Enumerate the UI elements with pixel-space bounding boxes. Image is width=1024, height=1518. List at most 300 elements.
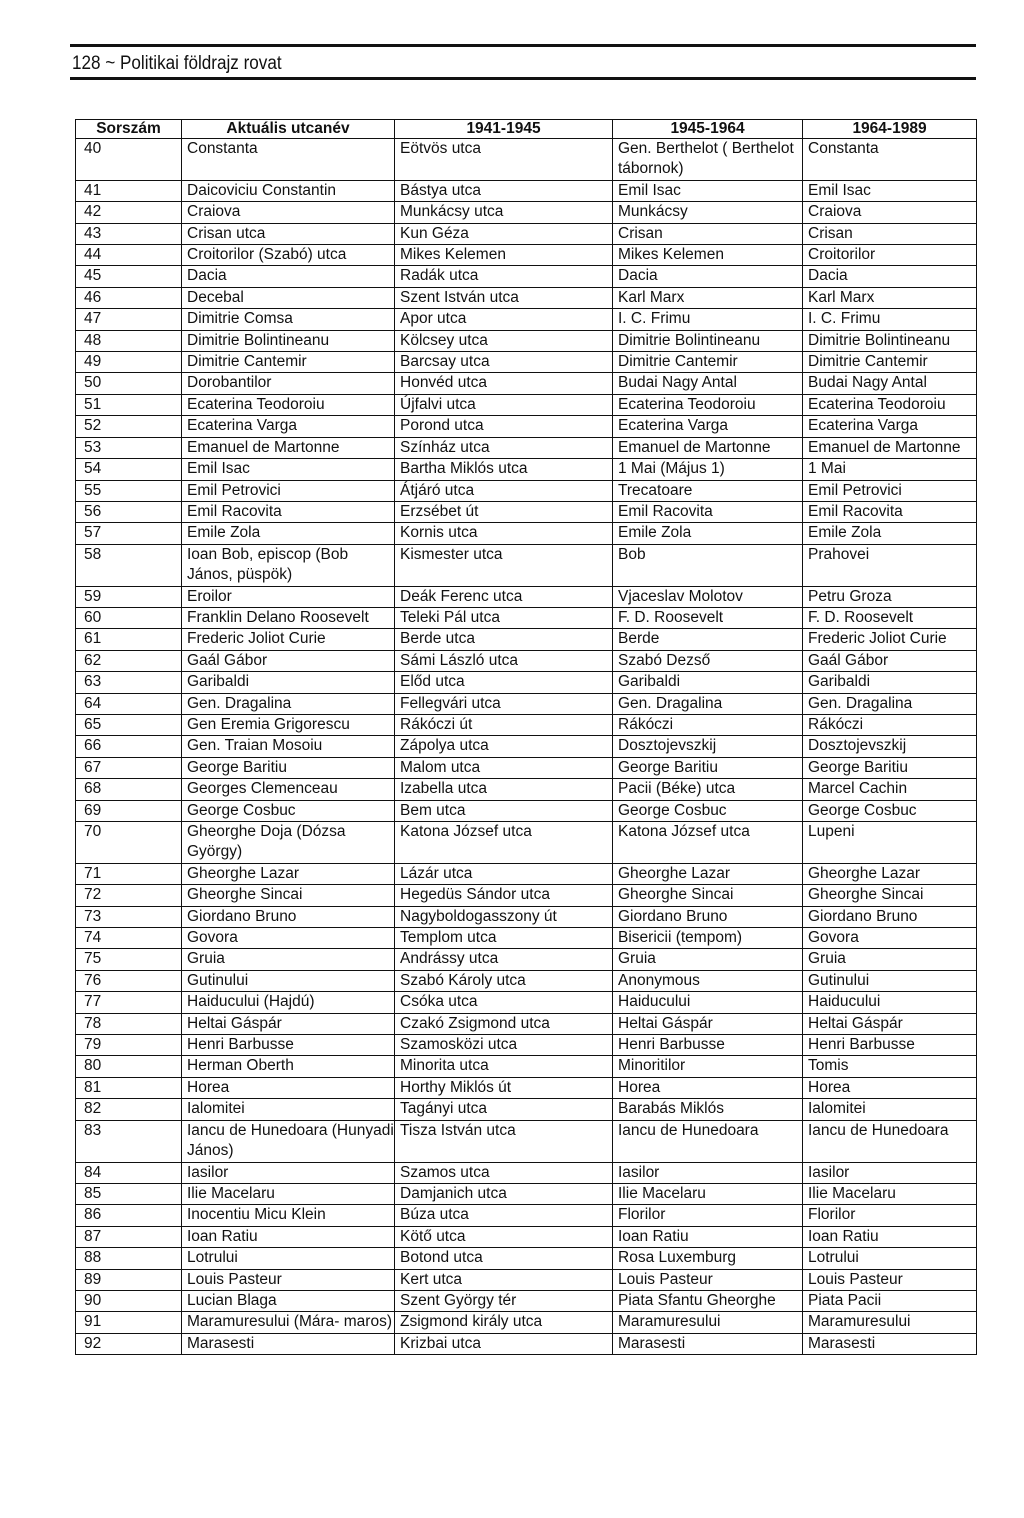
table-row	[76, 394, 977, 415]
table-row	[76, 672, 977, 693]
name-1941-1945: Kölcsey utca	[395, 330, 613, 351]
table-row	[76, 629, 977, 650]
name-1964-1989: Emil Isac	[803, 180, 977, 201]
table-row	[76, 437, 977, 458]
current-street-name: Ecaterina Varga	[182, 416, 395, 437]
table-row	[76, 906, 977, 927]
name-1964-1989: Ilie Macelaru	[803, 1183, 977, 1204]
row-number: 77	[76, 992, 182, 1013]
name-1964-1989: Craiova	[803, 202, 977, 223]
current-street-name: Constanta	[182, 139, 395, 181]
name-1964-1989: Iancu de Hunedoara	[803, 1120, 977, 1162]
table-row	[76, 607, 977, 628]
name-1945-1964: Gen. Dragalina	[613, 693, 803, 714]
current-street-name: Ecaterina Teodoroiu	[182, 394, 395, 415]
name-1941-1945: Berde utca	[395, 629, 613, 650]
name-1945-1964: Dosztojevszkij	[613, 736, 803, 757]
row-number: 52	[76, 416, 182, 437]
name-1941-1945: Kun Géza	[395, 223, 613, 244]
name-1945-1964: Gheorghe Sincai	[613, 885, 803, 906]
name-1941-1945: Kötő utca	[395, 1226, 613, 1247]
name-1964-1989: Giordano Bruno	[803, 906, 977, 927]
table-row	[76, 287, 977, 308]
name-1945-1964: Katona József utca	[613, 822, 803, 864]
name-1964-1989: Horea	[803, 1077, 977, 1098]
name-1945-1964: Emanuel de Martonne	[613, 437, 803, 458]
name-1964-1989: Heltai Gáspár	[803, 1013, 977, 1034]
name-1941-1945: Mikes Kelemen	[395, 245, 613, 266]
name-1945-1964: Emile Zola	[613, 523, 803, 544]
name-1945-1964: Bisericii (tempom)	[613, 928, 803, 949]
name-1964-1989: Petru Groza	[803, 586, 977, 607]
name-1964-1989: George Baritiu	[803, 757, 977, 778]
name-1964-1989: Gheorghe Sincai	[803, 885, 977, 906]
name-1941-1945: Czakó Zsigmond utca	[395, 1013, 613, 1034]
table-row	[76, 266, 977, 287]
table-row	[76, 1162, 977, 1183]
column-header: Sorszám	[76, 120, 182, 139]
name-1941-1945: Szamosközi utca	[395, 1035, 613, 1056]
current-street-name: Heltai Gáspár	[182, 1013, 395, 1034]
name-1964-1989: Louis Pasteur	[803, 1269, 977, 1290]
name-1964-1989: 1 Mai	[803, 459, 977, 480]
row-number: 91	[76, 1312, 182, 1333]
name-1964-1989: I. C. Frimu	[803, 309, 977, 330]
name-1945-1964: Dacia	[613, 266, 803, 287]
table-row	[76, 416, 977, 437]
name-1941-1945: Krizbai utca	[395, 1333, 613, 1354]
name-1964-1989: Ioan Ratiu	[803, 1226, 977, 1247]
name-1945-1964: Emil Racovita	[613, 501, 803, 522]
table-row	[76, 1120, 977, 1162]
row-number: 66	[76, 736, 182, 757]
name-1941-1945: Munkácsy utca	[395, 202, 613, 223]
name-1941-1945: Deák Ferenc utca	[395, 586, 613, 607]
name-1941-1945: Kornis utca	[395, 523, 613, 544]
current-street-name: Dimitrie Comsa	[182, 309, 395, 330]
name-1945-1964: Gen. Berthelot ( Berthelot tábornok)	[613, 139, 803, 181]
name-1945-1964: George Baritiu	[613, 757, 803, 778]
column-header: Aktuális utcanév	[182, 120, 395, 139]
current-street-name: Govora	[182, 928, 395, 949]
row-number: 49	[76, 352, 182, 373]
table-row	[76, 757, 977, 778]
current-street-name: Ilie Macelaru	[182, 1183, 395, 1204]
table-row	[76, 1183, 977, 1204]
row-number: 60	[76, 607, 182, 628]
name-1941-1945: Búza utca	[395, 1205, 613, 1226]
current-street-name: Giordano Bruno	[182, 906, 395, 927]
table-row	[76, 928, 977, 949]
current-street-name: Maramuresului (Mára- maros)	[182, 1312, 395, 1333]
name-1945-1964: F. D. Roosevelt	[613, 607, 803, 628]
name-1945-1964: Florilor	[613, 1205, 803, 1226]
row-number: 63	[76, 672, 182, 693]
name-1945-1964: 1 Mai (Május 1)	[613, 459, 803, 480]
name-1945-1964: Trecatoare	[613, 480, 803, 501]
current-street-name: Louis Pasteur	[182, 1269, 395, 1290]
row-number: 84	[76, 1162, 182, 1183]
name-1964-1989: Rákóczi	[803, 714, 977, 735]
name-1945-1964: Dimitrie Bolintineanu	[613, 330, 803, 351]
row-number: 70	[76, 822, 182, 864]
name-1945-1964: Emil Isac	[613, 180, 803, 201]
name-1945-1964: Karl Marx	[613, 287, 803, 308]
table-row	[76, 1077, 977, 1098]
table-row	[76, 1205, 977, 1226]
name-1964-1989: Lotrului	[803, 1248, 977, 1269]
name-1945-1964: Ioan Ratiu	[613, 1226, 803, 1247]
name-1941-1945: Bem utca	[395, 800, 613, 821]
name-1945-1964: Haiducului	[613, 992, 803, 1013]
name-1964-1989: Emil Racovita	[803, 501, 977, 522]
street-names-table	[75, 119, 977, 1355]
name-1964-1989: Marcel Cachin	[803, 779, 977, 800]
name-1941-1945: Újfalvi utca	[395, 394, 613, 415]
table-row	[76, 1013, 977, 1034]
current-street-name: Emil Isac	[182, 459, 395, 480]
name-1964-1989: Florilor	[803, 1205, 977, 1226]
current-street-name: Gen Eremia Grigorescu	[182, 714, 395, 735]
row-number: 72	[76, 885, 182, 906]
column-header: 1964-1989	[803, 120, 977, 139]
name-1964-1989: Dacia	[803, 266, 977, 287]
name-1941-1945: Szamos utca	[395, 1162, 613, 1183]
name-1941-1945: Porond utca	[395, 416, 613, 437]
name-1964-1989: Piata Pacii	[803, 1290, 977, 1311]
name-1945-1964: Anonymous	[613, 970, 803, 991]
row-number: 85	[76, 1183, 182, 1204]
table-row	[76, 1056, 977, 1077]
name-1941-1945: Templom utca	[395, 928, 613, 949]
row-number: 40	[76, 139, 182, 181]
current-street-name: Eroilor	[182, 586, 395, 607]
table-header-row	[76, 120, 977, 139]
current-street-name: George Cosbuc	[182, 800, 395, 821]
table-row	[76, 544, 977, 586]
table-row	[76, 822, 977, 864]
name-1945-1964: Iancu de Hunedoara	[613, 1120, 803, 1162]
name-1945-1964: Giordano Bruno	[613, 906, 803, 927]
current-street-name: Ioan Ratiu	[182, 1226, 395, 1247]
current-street-name: Lucian Blaga	[182, 1290, 395, 1311]
table-row	[76, 863, 977, 884]
table-row	[76, 1269, 977, 1290]
name-1941-1945: Zápolya utca	[395, 736, 613, 757]
current-street-name: Marasesti	[182, 1333, 395, 1354]
current-street-name: Emil Racovita	[182, 501, 395, 522]
current-street-name: Horea	[182, 1077, 395, 1098]
name-1964-1989: Maramuresului	[803, 1312, 977, 1333]
row-number: 75	[76, 949, 182, 970]
current-street-name: George Baritiu	[182, 757, 395, 778]
name-1941-1945: Lázár utca	[395, 863, 613, 884]
name-1945-1964: Heltai Gáspár	[613, 1013, 803, 1034]
table-row	[76, 586, 977, 607]
name-1945-1964: Budai Nagy Antal	[613, 373, 803, 394]
table-row	[76, 139, 977, 181]
name-1941-1945: Minorita utca	[395, 1056, 613, 1077]
name-1941-1945: Izabella utca	[395, 779, 613, 800]
row-number: 65	[76, 714, 182, 735]
table-row	[76, 970, 977, 991]
current-street-name: Lotrului	[182, 1248, 395, 1269]
name-1964-1989: Ialomitei	[803, 1099, 977, 1120]
column-header: 1941-1945	[395, 120, 613, 139]
current-street-name: Inocentiu Micu Klein	[182, 1205, 395, 1226]
name-1945-1964: Garibaldi	[613, 672, 803, 693]
name-1964-1989: Lupeni	[803, 822, 977, 864]
table-row	[76, 501, 977, 522]
table-row	[76, 693, 977, 714]
name-1941-1945: Barcsay utca	[395, 352, 613, 373]
current-street-name: Franklin Delano Roosevelt	[182, 607, 395, 628]
row-number: 55	[76, 480, 182, 501]
table-row	[76, 779, 977, 800]
name-1964-1989: Gaál Gábor	[803, 650, 977, 671]
name-1945-1964: Ilie Macelaru	[613, 1183, 803, 1204]
name-1941-1945: Szabó Károly utca	[395, 970, 613, 991]
row-number: 51	[76, 394, 182, 415]
table-row	[76, 650, 977, 671]
row-number: 41	[76, 180, 182, 201]
name-1941-1945: Előd utca	[395, 672, 613, 693]
name-1964-1989: Gutinului	[803, 970, 977, 991]
name-1964-1989: Marasesti	[803, 1333, 977, 1354]
name-1964-1989: Frederic Joliot Curie	[803, 629, 977, 650]
name-1964-1989: Emanuel de Martonne	[803, 437, 977, 458]
row-number: 62	[76, 650, 182, 671]
current-street-name: Craiova	[182, 202, 395, 223]
name-1945-1964: Marasesti	[613, 1333, 803, 1354]
current-street-name: Georges Clemenceau	[182, 779, 395, 800]
name-1964-1989: Henri Barbusse	[803, 1035, 977, 1056]
table-row	[76, 736, 977, 757]
name-1945-1964: Gruia	[613, 949, 803, 970]
current-street-name: Gruia	[182, 949, 395, 970]
table-row	[76, 1099, 977, 1120]
name-1945-1964: Louis Pasteur	[613, 1269, 803, 1290]
name-1945-1964: Rosa Luxemburg	[613, 1248, 803, 1269]
name-1941-1945: Tagányi utca	[395, 1099, 613, 1120]
current-street-name: Gheorghe Doja (Dózsa György)	[182, 822, 395, 864]
name-1964-1989: Ecaterina Teodoroiu	[803, 394, 977, 415]
row-number: 86	[76, 1205, 182, 1226]
name-1964-1989: Dosztojevszkij	[803, 736, 977, 757]
table-row	[76, 459, 977, 480]
table-row	[76, 1312, 977, 1333]
row-number: 82	[76, 1099, 182, 1120]
table-row	[76, 1290, 977, 1311]
name-1964-1989: Croitorilor	[803, 245, 977, 266]
name-1945-1964: Barabás Miklós	[613, 1099, 803, 1120]
row-number: 46	[76, 287, 182, 308]
row-number: 69	[76, 800, 182, 821]
name-1964-1989: Haiducului	[803, 992, 977, 1013]
name-1945-1964: Iasilor	[613, 1162, 803, 1183]
table-row	[76, 714, 977, 735]
current-street-name: Gheorghe Lazar	[182, 863, 395, 884]
name-1945-1964: Horea	[613, 1077, 803, 1098]
name-1964-1989: Govora	[803, 928, 977, 949]
name-1964-1989: Emil Petrovici	[803, 480, 977, 501]
name-1945-1964: Rákóczi	[613, 714, 803, 735]
row-number: 54	[76, 459, 182, 480]
name-1964-1989: Tomis	[803, 1056, 977, 1077]
name-1964-1989: Iasilor	[803, 1162, 977, 1183]
row-number: 50	[76, 373, 182, 394]
row-number: 89	[76, 1269, 182, 1290]
column-header: 1945-1964	[613, 120, 803, 139]
name-1941-1945: Botond utca	[395, 1248, 613, 1269]
name-1964-1989: Gen. Dragalina	[803, 693, 977, 714]
name-1964-1989: Gheorghe Lazar	[803, 863, 977, 884]
row-number: 53	[76, 437, 182, 458]
table-row	[76, 223, 977, 244]
name-1945-1964: Mikes Kelemen	[613, 245, 803, 266]
current-street-name: Henri Barbusse	[182, 1035, 395, 1056]
name-1945-1964: Piata Sfantu Gheorghe	[613, 1290, 803, 1311]
name-1941-1945: Katona József utca	[395, 822, 613, 864]
current-street-name: Emanuel de Martonne	[182, 437, 395, 458]
current-street-name: Gutinului	[182, 970, 395, 991]
name-1964-1989: Garibaldi	[803, 672, 977, 693]
name-1945-1964: Crisan	[613, 223, 803, 244]
name-1945-1964: Gheorghe Lazar	[613, 863, 803, 884]
table-row	[76, 1333, 977, 1354]
row-number: 80	[76, 1056, 182, 1077]
name-1941-1945: Teleki Pál utca	[395, 607, 613, 628]
name-1941-1945: Andrássy utca	[395, 949, 613, 970]
row-number: 56	[76, 501, 182, 522]
name-1941-1945: Apor utca	[395, 309, 613, 330]
table-row	[76, 949, 977, 970]
name-1945-1964: Ecaterina Varga	[613, 416, 803, 437]
current-street-name: Gaál Gábor	[182, 650, 395, 671]
name-1945-1964: Minoritilor	[613, 1056, 803, 1077]
current-street-name: Frederic Joliot Curie	[182, 629, 395, 650]
row-number: 83	[76, 1120, 182, 1162]
row-number: 68	[76, 779, 182, 800]
name-1941-1945: Csóka utca	[395, 992, 613, 1013]
table-row	[76, 245, 977, 266]
current-street-name: Iasilor	[182, 1162, 395, 1183]
row-number: 45	[76, 266, 182, 287]
row-number: 90	[76, 1290, 182, 1311]
name-1964-1989: George Cosbuc	[803, 800, 977, 821]
name-1945-1964: Bob	[613, 544, 803, 586]
name-1941-1945: Damjanich utca	[395, 1183, 613, 1204]
name-1941-1945: Malom utca	[395, 757, 613, 778]
row-number: 78	[76, 1013, 182, 1034]
name-1945-1964: Munkácsy	[613, 202, 803, 223]
current-street-name: Garibaldi	[182, 672, 395, 693]
name-1964-1989: Prahovei	[803, 544, 977, 586]
row-number: 67	[76, 757, 182, 778]
current-street-name: Dimitrie Bolintineanu	[182, 330, 395, 351]
name-1945-1964: Berde	[613, 629, 803, 650]
current-street-name: Haiducului (Hajdú)	[182, 992, 395, 1013]
page-header	[70, 44, 976, 80]
table-row	[76, 309, 977, 330]
name-1964-1989: Emile Zola	[803, 523, 977, 544]
current-street-name: Gen. Dragalina	[182, 693, 395, 714]
table-row	[76, 373, 977, 394]
row-number: 42	[76, 202, 182, 223]
name-1964-1989: Ecaterina Varga	[803, 416, 977, 437]
name-1945-1964: I. C. Frimu	[613, 309, 803, 330]
name-1941-1945: Zsigmond király utca	[395, 1312, 613, 1333]
table-row	[76, 1248, 977, 1269]
row-number: 88	[76, 1248, 182, 1269]
name-1945-1964: Pacii (Béke) utca	[613, 779, 803, 800]
row-number: 47	[76, 309, 182, 330]
name-1945-1964: Vjaceslav Molotov	[613, 586, 803, 607]
row-number: 71	[76, 863, 182, 884]
current-street-name: Decebal	[182, 287, 395, 308]
table-row	[76, 1226, 977, 1247]
name-1964-1989: Karl Marx	[803, 287, 977, 308]
row-number: 61	[76, 629, 182, 650]
name-1941-1945: Fellegvári utca	[395, 693, 613, 714]
current-street-name: Croitorilor (Szabó) utca	[182, 245, 395, 266]
name-1941-1945: Szent István utca	[395, 287, 613, 308]
name-1941-1945: Tisza István utca	[395, 1120, 613, 1162]
current-street-name: Emile Zola	[182, 523, 395, 544]
name-1941-1945: Honvéd utca	[395, 373, 613, 394]
name-1945-1964: Dimitrie Cantemir	[613, 352, 803, 373]
name-1941-1945: Eötvös utca	[395, 139, 613, 181]
row-number: 87	[76, 1226, 182, 1247]
current-street-name: Emil Petrovici	[182, 480, 395, 501]
name-1945-1964: Maramuresului	[613, 1312, 803, 1333]
current-street-name: Dimitrie Cantemir	[182, 352, 395, 373]
current-street-name: Ialomitei	[182, 1099, 395, 1120]
current-street-name: Ioan Bob, episcop (Bob János, püspök)	[182, 544, 395, 586]
table-row	[76, 180, 977, 201]
name-1941-1945: Nagyboldogasszony út	[395, 906, 613, 927]
table-row	[76, 800, 977, 821]
current-street-name: Dorobantilor	[182, 373, 395, 394]
current-street-name: Crisan utca	[182, 223, 395, 244]
table-row	[76, 480, 977, 501]
name-1941-1945: Átjáró utca	[395, 480, 613, 501]
name-1964-1989: Gruia	[803, 949, 977, 970]
row-number: 74	[76, 928, 182, 949]
current-street-name: Dacia	[182, 266, 395, 287]
name-1941-1945: Radák utca	[395, 266, 613, 287]
row-number: 57	[76, 523, 182, 544]
row-number: 81	[76, 1077, 182, 1098]
name-1941-1945: Bástya utca	[395, 180, 613, 201]
name-1941-1945: Rákóczi út	[395, 714, 613, 735]
row-number: 64	[76, 693, 182, 714]
name-1945-1964: Ecaterina Teodoroiu	[613, 394, 803, 415]
row-number: 59	[76, 586, 182, 607]
table-row	[76, 992, 977, 1013]
name-1964-1989: Crisan	[803, 223, 977, 244]
row-number: 76	[76, 970, 182, 991]
name-1964-1989: Dimitrie Bolintineanu	[803, 330, 977, 351]
row-number: 43	[76, 223, 182, 244]
row-number: 48	[76, 330, 182, 351]
name-1945-1964: George Cosbuc	[613, 800, 803, 821]
row-number: 44	[76, 245, 182, 266]
table-row	[76, 202, 977, 223]
page-header-text: 128 ~ Politikai földrajz rovat	[72, 53, 282, 74]
name-1941-1945: Horthy Miklós út	[395, 1077, 613, 1098]
name-1941-1945: Kismester utca	[395, 544, 613, 586]
